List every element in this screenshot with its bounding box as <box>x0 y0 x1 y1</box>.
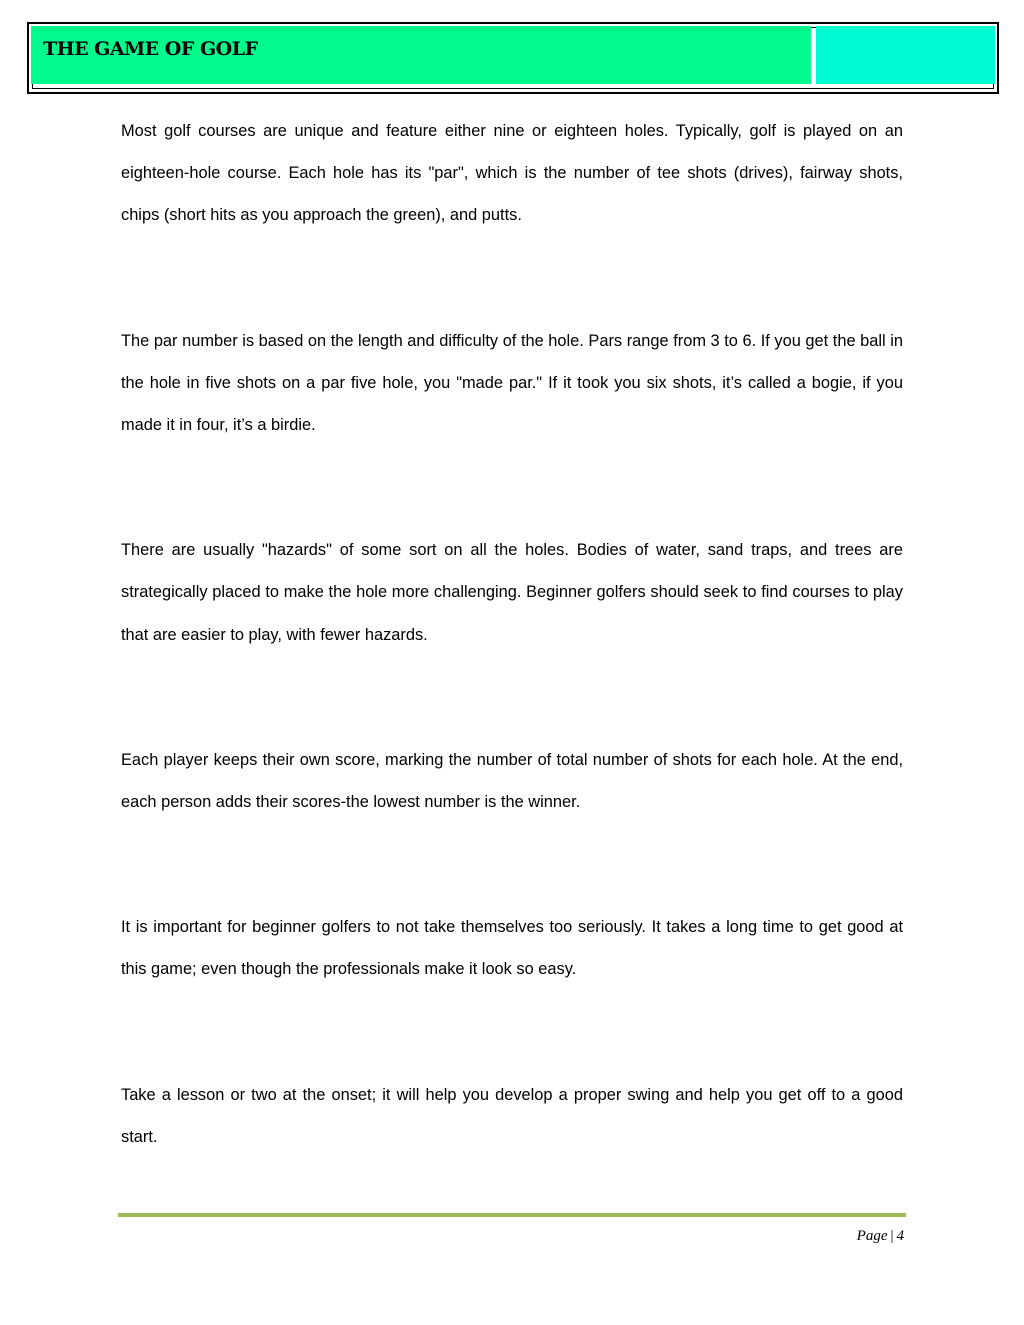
page-separator: | <box>890 1228 894 1244</box>
header-title-cell <box>31 26 811 84</box>
paragraph-scoring: Each player keeps their own score, marking the number of total number of shots for each hole. At the end, each person adds their scores-the lowest number is the winner. <box>121 750 903 812</box>
document-body <box>121 110 903 1241</box>
page-label: Page <box>856 1228 888 1244</box>
header-banner <box>27 22 999 94</box>
paragraph-lesson: Take a lesson or two at the onset; it will help you develop a proper swing and help you get off to a good start. <box>121 1085 903 1146</box>
page-number-value: 4 <box>896 1228 904 1244</box>
page-title: THE GAME OF GOLF <box>43 38 258 60</box>
paragraph-courses: Most golf courses are unique and feature either nine or eighteen holes. Typically, golf is played on an eighteen-hole course. Each hole has its "par", which is the number of tee shots (drives), fairway shots, chips (short hits as you approach the green), and putts. <box>121 122 903 225</box>
paragraph-par: The par number is based on the length and difficulty of the hole. Pars range from 3 to 6. If you get the ball in the hole in five shots on a par five hole, you "made par." If it took you six shots, it’s called a bogie, if you made it in four, it’s a birdie. <box>121 331 903 435</box>
page-number <box>857 1228 904 1245</box>
footer-divider <box>118 1213 906 1217</box>
header-side-cell <box>816 26 995 84</box>
paragraph-hazards: There are usually "hazards" of some sort on all the holes. Bodies of water, sand traps, and trees are strategically placed to make the hole more challenging. Beginner golfers should seek to find courses to play that are easier to play, with fewer hazards. <box>121 541 903 644</box>
paragraph-attitude: It is important for beginner golfers to not take themselves too seriously. It takes a long time to get good at this game; even though the professionals make it look so easy. <box>121 918 903 979</box>
